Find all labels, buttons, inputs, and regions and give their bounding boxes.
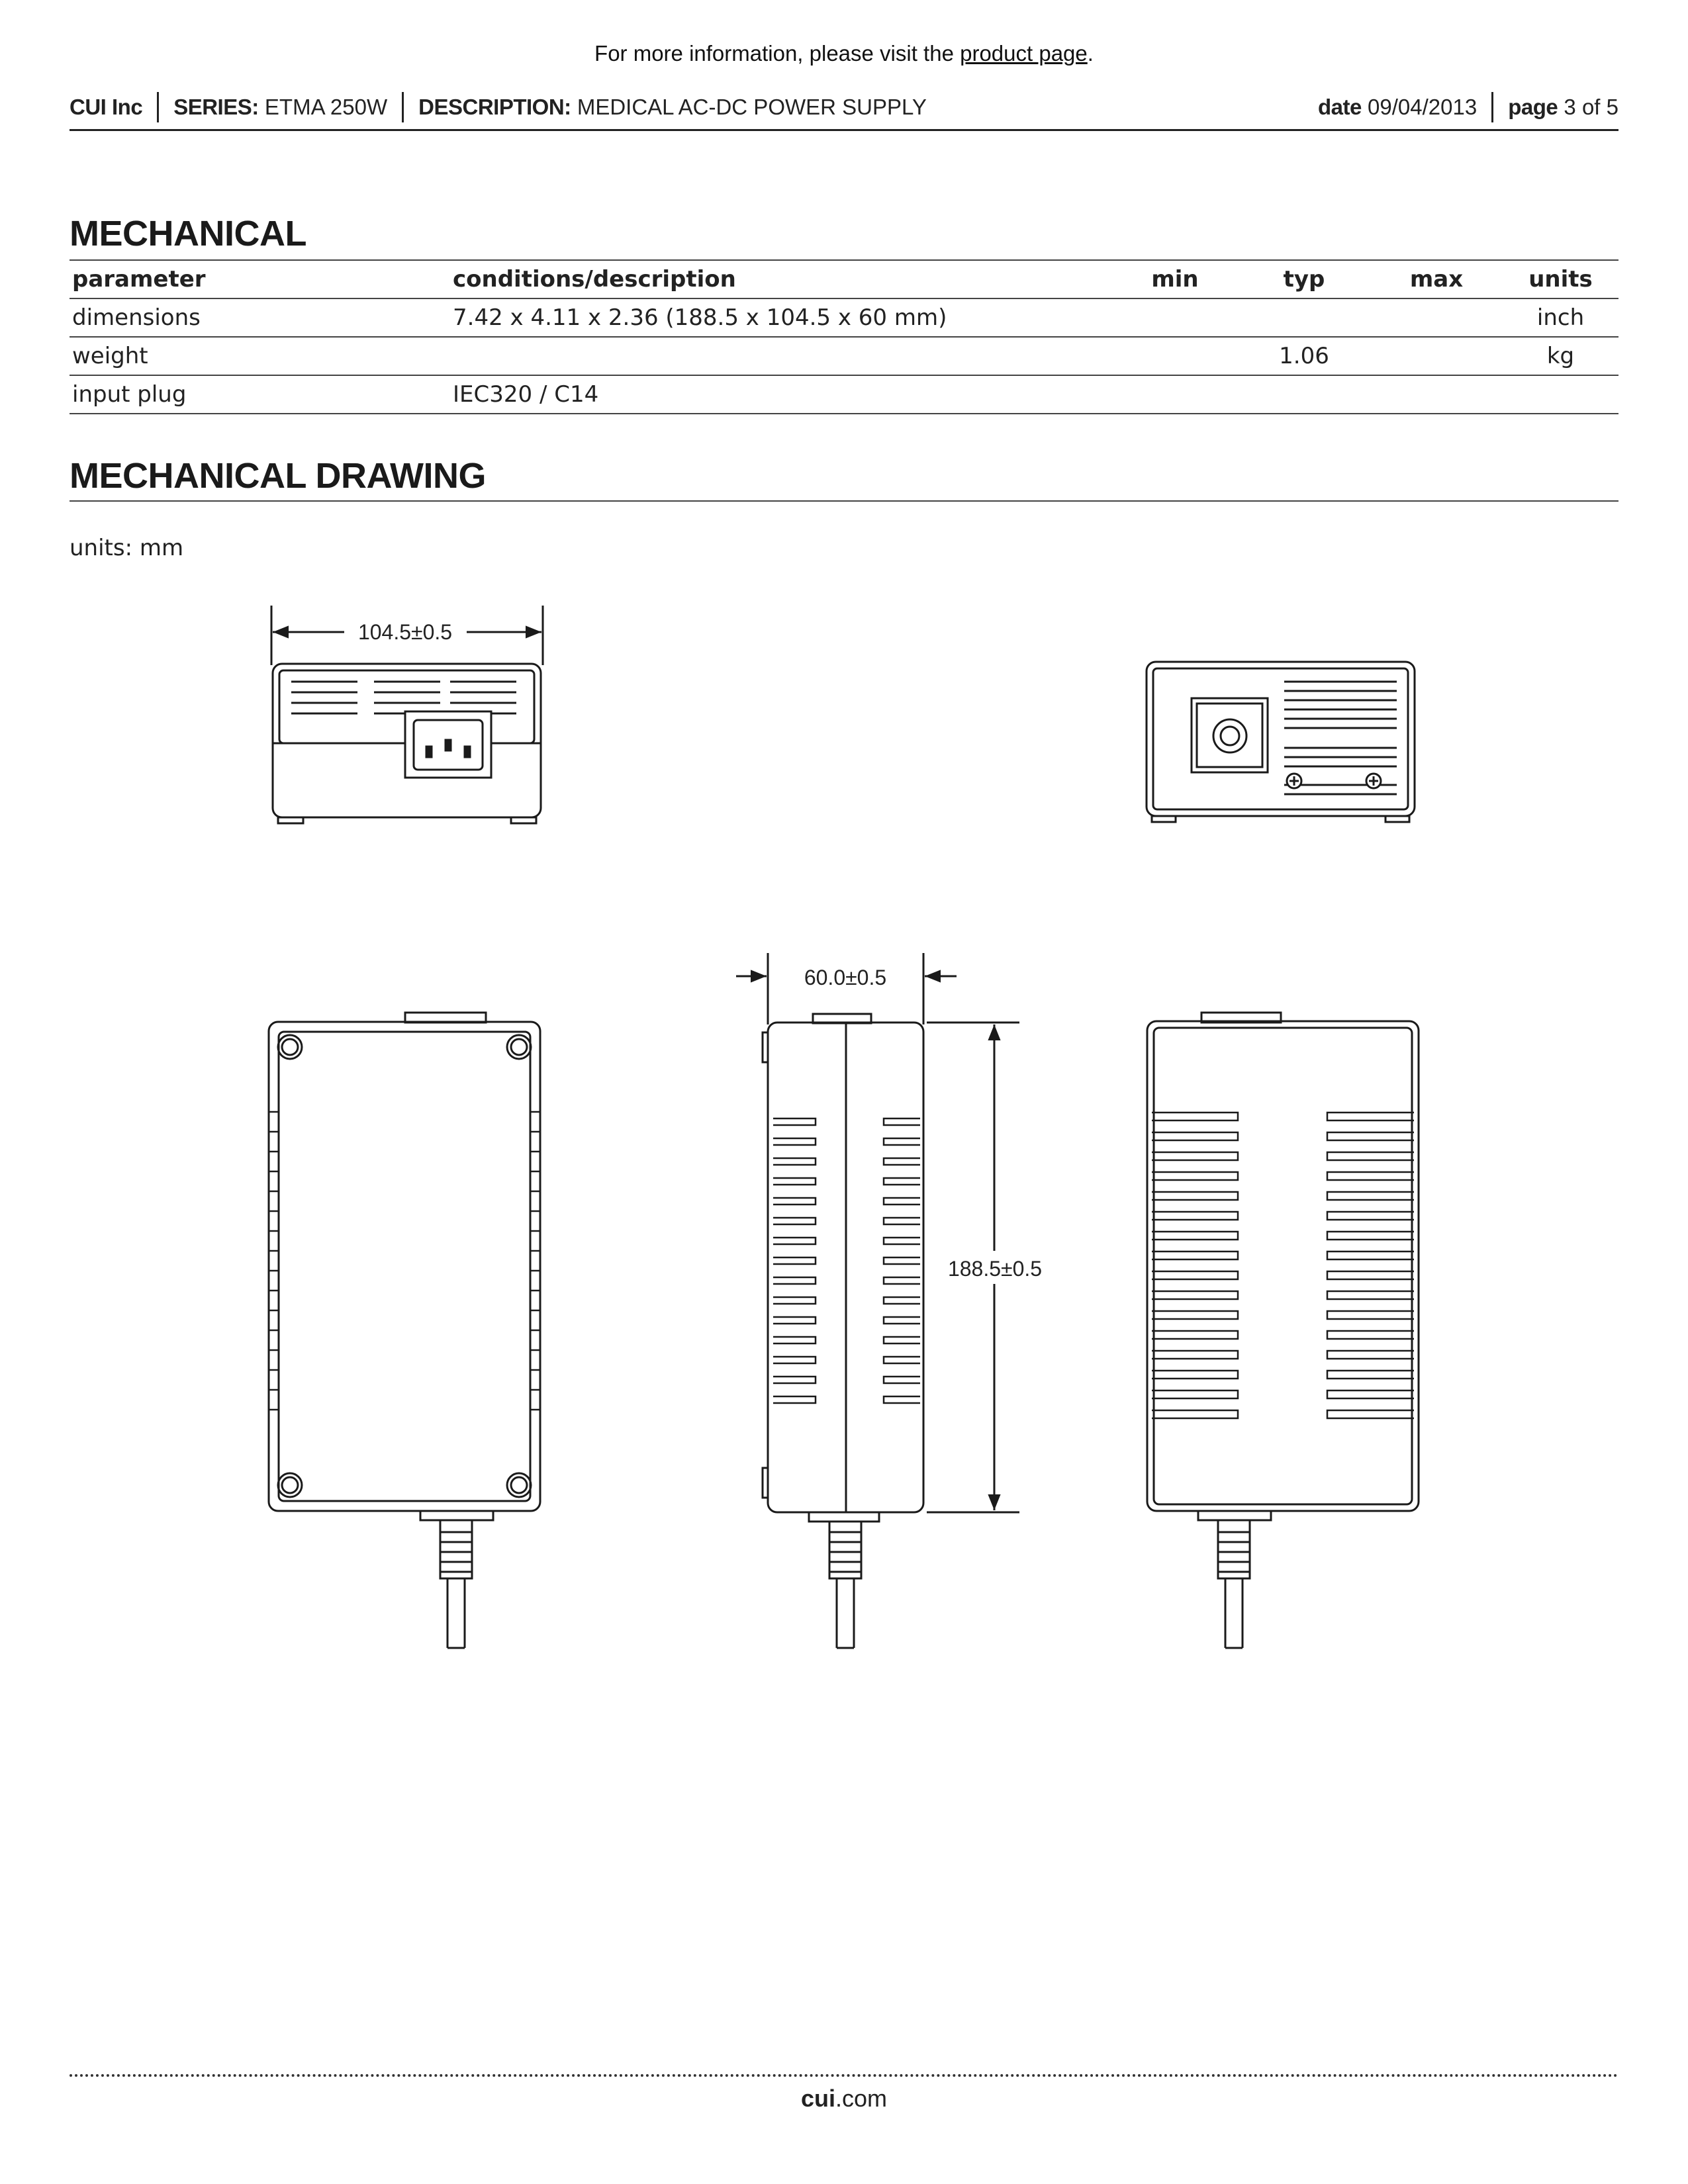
date-label: date [1318, 95, 1362, 119]
rear-view [1147, 662, 1415, 822]
dim-length-label: 188.5±0.5 [947, 1257, 1043, 1281]
product-page-link[interactable]: product page [960, 41, 1088, 66]
column-header: min [1112, 260, 1238, 298]
page-label: page [1508, 95, 1558, 119]
column-header: conditions/description [450, 260, 1112, 298]
dim-side-width-label: 60.0±0.5 [804, 966, 887, 989]
bottom-view [269, 1013, 540, 1648]
footer-website [0, 2085, 1688, 2113]
series-label: SERIES: [173, 95, 259, 119]
top-view [1147, 1013, 1419, 1648]
table-cell: IEC320 / C14 [450, 375, 1112, 414]
table-cell: inch [1503, 298, 1618, 337]
footer-site-bold: cui [800, 2085, 835, 2112]
table-cell: kg [1503, 337, 1618, 375]
mechanical-title: MECHANICAL [70, 214, 306, 253]
description-value: MEDICAL AC-DC POWER SUPPLY [577, 95, 927, 119]
column-header: typ [1238, 260, 1370, 298]
table-cell: input plug [70, 375, 450, 414]
table-cell: 1.06 [1238, 337, 1370, 375]
page-value: 3 of 5 [1564, 95, 1618, 119]
date-value: 09/04/2013 [1368, 95, 1477, 119]
footer-site-rest: .com [835, 2085, 888, 2112]
info-suffix: . [1087, 41, 1094, 66]
table-cell: weight [70, 337, 450, 375]
mechanical-drawing-title: MECHANICAL DRAWING [70, 456, 486, 496]
column-header: units [1503, 260, 1618, 298]
column-header: parameter [70, 260, 450, 298]
table-cell: 7.42 x 4.11 x 2.36 (188.5 x 104.5 x 60 mm) [450, 298, 1112, 337]
side-view [736, 953, 1019, 1648]
column-header: max [1370, 260, 1503, 298]
info-prefix: For more information, please visit the [594, 41, 961, 66]
dim-width-label: 104.5±0.5 [357, 620, 453, 644]
units-label: units: mm [70, 535, 184, 561]
series-value: ETMA 250W [264, 95, 388, 119]
description-label: DESCRIPTION: [418, 95, 571, 119]
footer-rule [70, 2074, 1618, 2077]
company-name: CUI Inc [70, 95, 143, 119]
table-cell: dimensions [70, 298, 450, 337]
